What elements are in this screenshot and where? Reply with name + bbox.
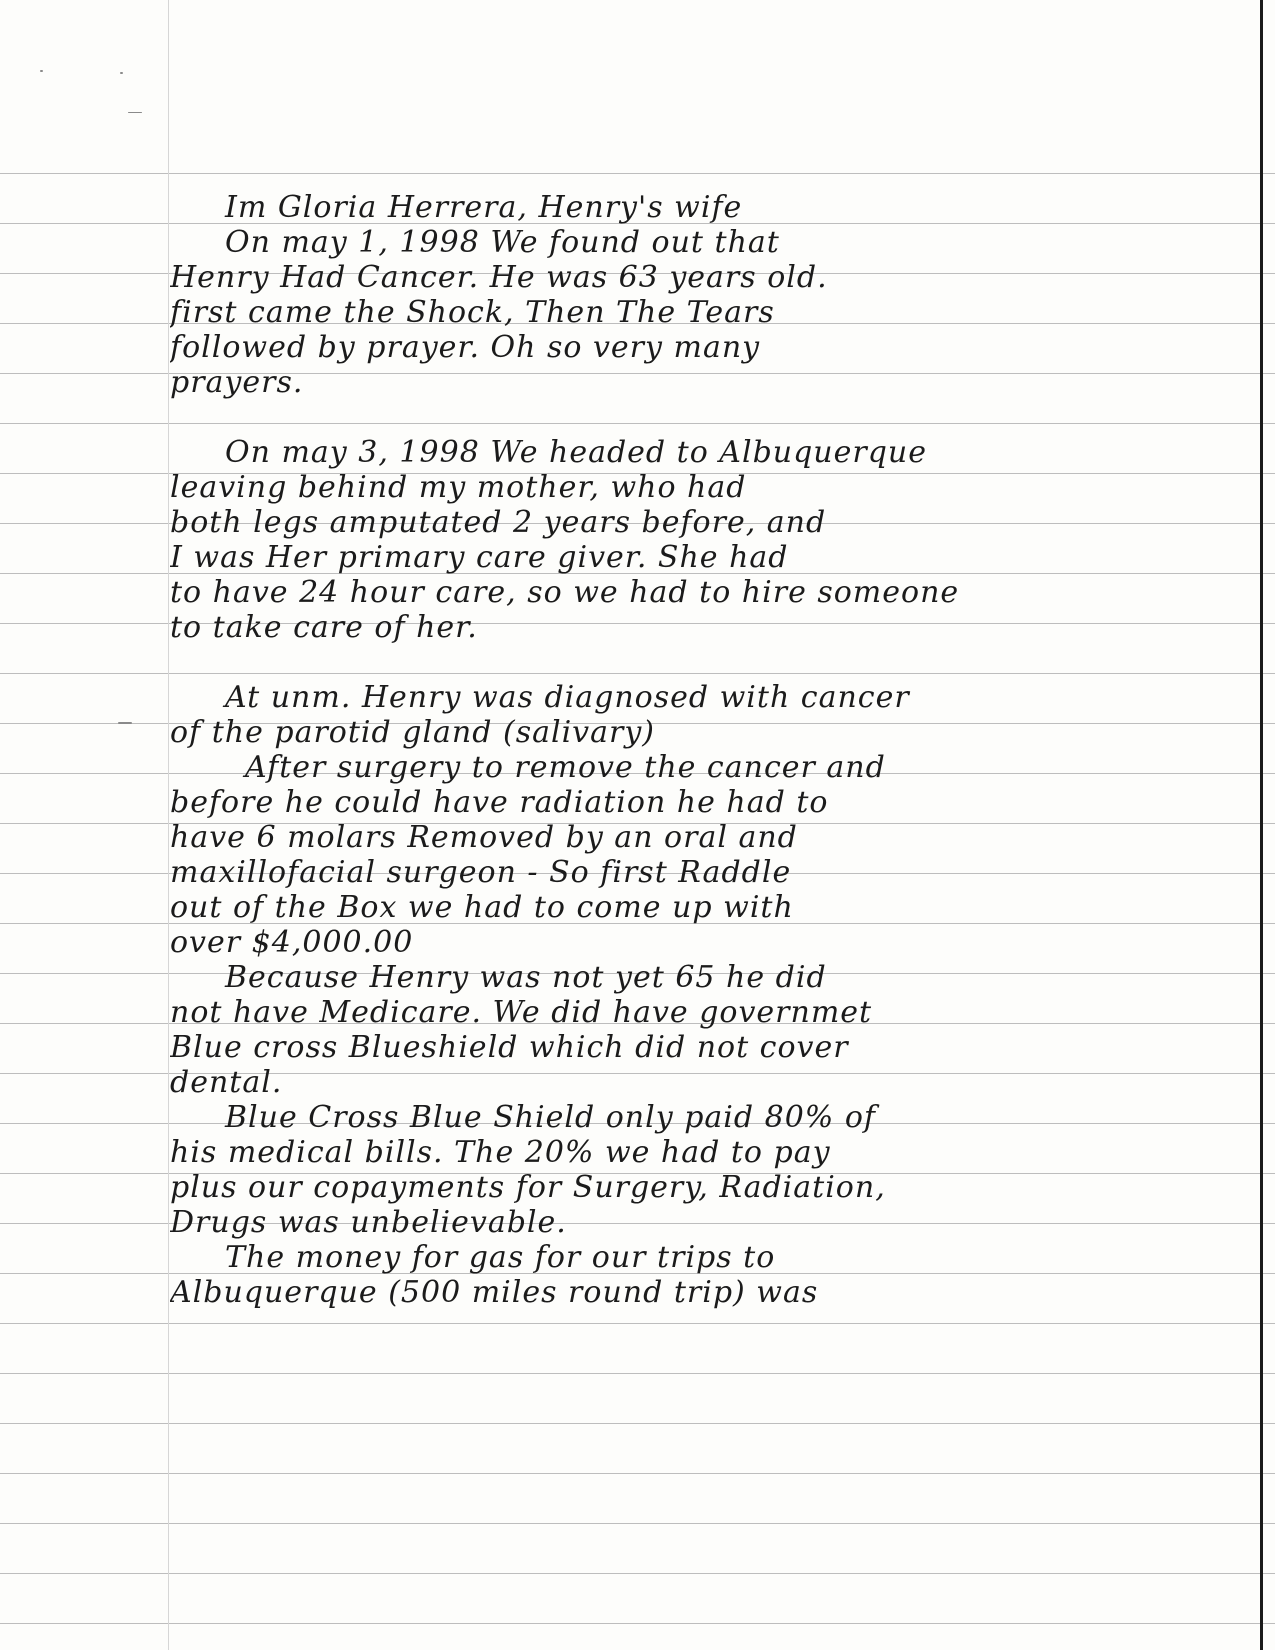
letter-line: dental. [170, 1065, 283, 1100]
letter-line: first came the Shock, Then The Tears [170, 295, 775, 330]
letter-line: his medical bills. The 20% we had to pay [170, 1135, 831, 1170]
letter-line: have 6 molars Removed by an oral and [170, 820, 798, 855]
letter-line: before he could have radiation he had to [170, 785, 829, 820]
page-edge-shadow [1260, 0, 1263, 1650]
letter-line: On may 3, 1998 We headed to Albuquerque [225, 435, 927, 470]
letter-line: not have Medicare. We did have governmet [170, 995, 873, 1030]
letter-line: leaving behind my mother, who had [170, 470, 747, 505]
letter-line: of the parotid gland (salivary) [170, 715, 655, 750]
letter-line: followed by prayer. Oh so very many [170, 330, 761, 365]
letter-line: to have 24 hour care, so we had to hire someone [170, 575, 960, 610]
letter-line: Albuquerque (500 miles round trip) was [170, 1275, 819, 1310]
scan-speck [118, 722, 132, 724]
letter-line: out of the Box we had to come up with [170, 890, 794, 925]
letter-line: plus our copayments for Surgery, Radiation, [170, 1170, 886, 1205]
letter-line: to take care of her. [170, 610, 478, 645]
letter-line: prayers. [170, 365, 304, 400]
scan-speck [40, 70, 43, 72]
letter-line: Drugs was unbelievable. [170, 1205, 567, 1240]
margin-line [168, 0, 169, 1650]
scan-speck [128, 112, 142, 113]
letter-line: maxillofacial surgeon - So first Raddle [170, 855, 792, 890]
paragraph-gap [170, 645, 1250, 680]
letter-line: over $4,000.00 [170, 925, 414, 960]
handwritten-letter [170, 190, 1250, 1310]
page-top-margin [0, 0, 1275, 168]
letter-line: On may 1, 1998 We found out that [225, 225, 780, 260]
letter-line: The money for gas for our trips to [225, 1240, 776, 1275]
letter-line: After surgery to remove the cancer and [245, 750, 886, 785]
letter-line: Im Gloria Herrera, Henry's wife [225, 190, 743, 225]
letter-line: Blue cross Blueshield which did not cover [170, 1030, 849, 1065]
paragraph-gap [170, 400, 1250, 435]
letter-line: Henry Had Cancer. He was 63 years old. [170, 260, 828, 295]
letter-line: Because Henry was not yet 65 he did [225, 960, 827, 995]
letter-line: both legs amputated 2 years before, and [170, 505, 827, 540]
letter-line: I was Her primary care giver. She had [170, 540, 789, 575]
letter-line: At unm. Henry was diagnosed with cancer [225, 680, 910, 715]
scan-speck [120, 72, 123, 74]
letter-line: Blue Cross Blue Shield only paid 80% of [225, 1100, 877, 1135]
